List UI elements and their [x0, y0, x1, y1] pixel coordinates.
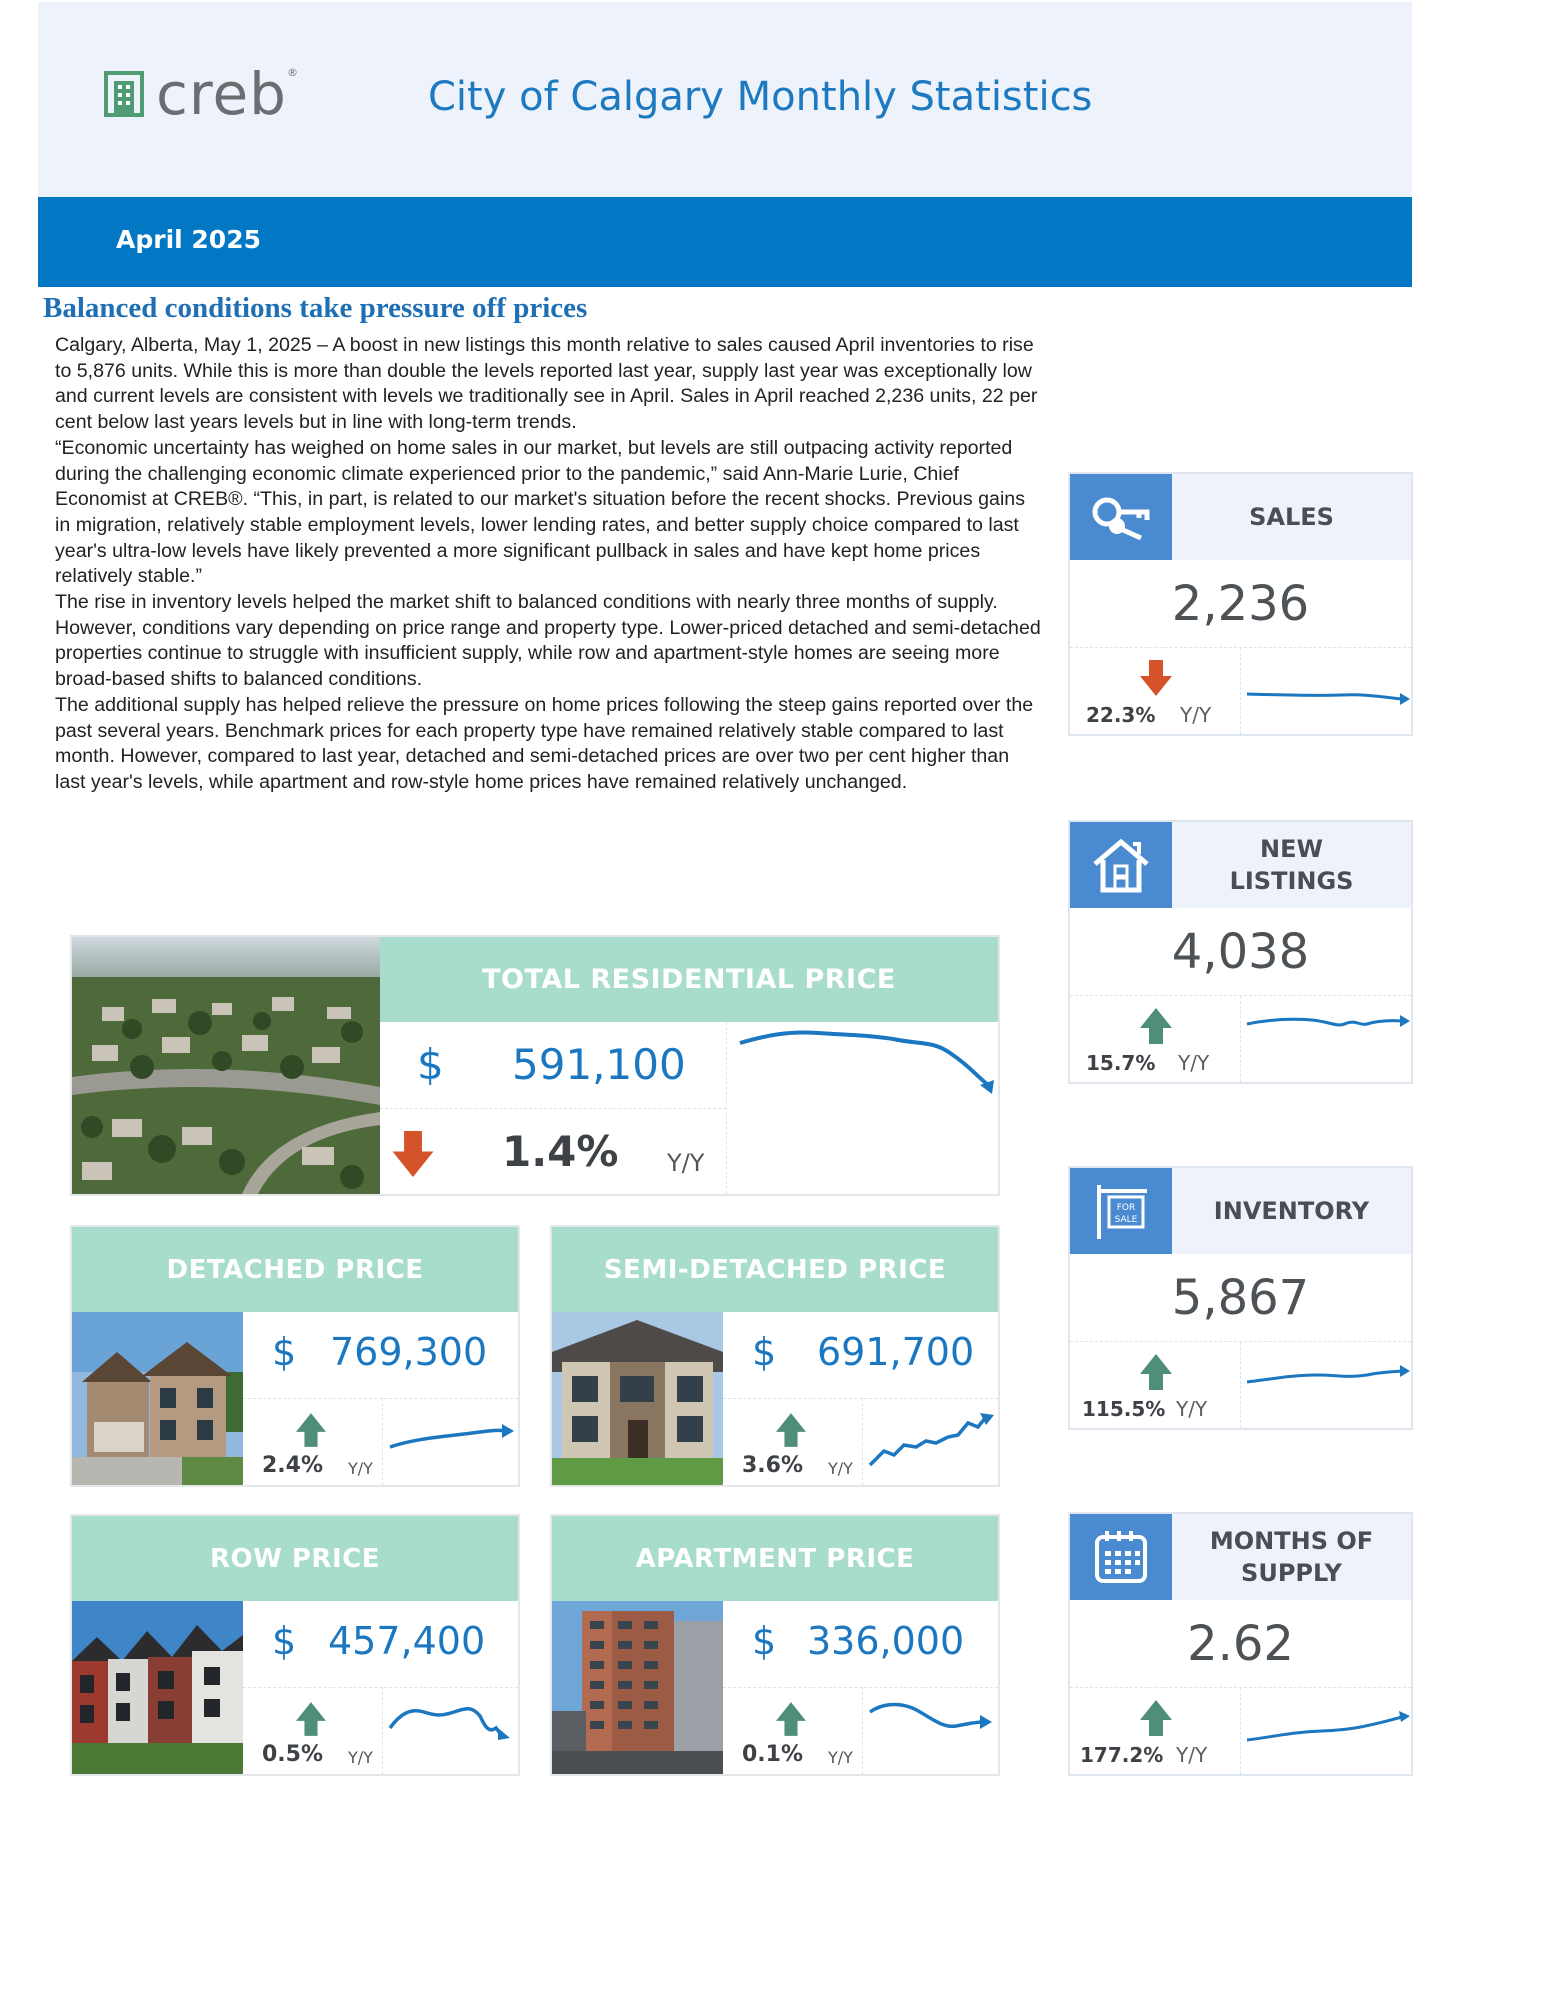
currency-symbol: $ — [752, 1619, 777, 1663]
stat-card-inventory — [1068, 1166, 1413, 1430]
stat-value: 2.62 — [1070, 1600, 1411, 1688]
stat-change: 15.7% — [1086, 1051, 1156, 1075]
currency-symbol: $ — [272, 1619, 297, 1663]
stat-card-new-listings — [1068, 820, 1413, 1084]
semi-detached-price-change: 3.6% — [742, 1453, 804, 1478]
up-arrow-icon — [1140, 1700, 1172, 1736]
up-arrow-icon — [776, 1413, 806, 1447]
stat-label: INVENTORY — [1213, 1197, 1370, 1225]
row-price-sparkline — [384, 1688, 518, 1774]
stat-label: MONTHS OF SUPPLY — [1209, 1527, 1374, 1587]
stat-label: NEW LISTINGS — [1229, 835, 1354, 895]
apartment-price-value: 336,000 — [807, 1619, 965, 1663]
stat-change: 22.3% — [1086, 703, 1156, 727]
listings-trend-sparkline — [1242, 996, 1413, 1082]
report-header — [38, 2, 1412, 197]
yy-label: Y/Y — [667, 1149, 705, 1177]
apartment-building-photo — [552, 1601, 723, 1774]
keys-icon — [1070, 474, 1172, 560]
detached-price-sparkline — [384, 1399, 518, 1485]
up-arrow-icon — [296, 1702, 326, 1736]
stat-change: 177.2% — [1080, 1743, 1164, 1767]
up-arrow-icon — [296, 1413, 326, 1447]
down-arrow-icon — [392, 1131, 434, 1177]
sales-trend-sparkline — [1242, 648, 1413, 734]
logo-wordmark: creb — [156, 60, 287, 128]
stat-card-months-of-supply — [1068, 1512, 1413, 1776]
currency-symbol: $ — [272, 1330, 297, 1374]
stat-label: SALES — [1249, 503, 1334, 531]
semi-detached-house-photo — [552, 1312, 723, 1485]
building-logo-icon — [104, 71, 144, 117]
aerial-neighbourhood-photo — [72, 937, 380, 1194]
supply-trend-sparkline — [1242, 1688, 1413, 1774]
semi-detached-price-sparkline — [864, 1399, 998, 1485]
article-paragraph: The rise in inventory levels helped the market shift to balanced conditions with nearly three months of supply. However, conditions vary depending on price range and property type. Lower-priced detached and semi-detached properties continue to struggle with insufficient supply, while row and apartment-style homes are seeing more broad-based shifts to balanced conditions. — [55, 591, 1041, 691]
semi-detached-price-value: 691,700 — [817, 1330, 975, 1374]
for-sale-sign-icon — [1070, 1168, 1172, 1254]
up-arrow-icon — [1140, 1008, 1172, 1044]
detached-header: DETACHED PRICE — [72, 1227, 518, 1312]
yy-label: Y/Y — [828, 1459, 853, 1478]
stat-card-sales — [1068, 472, 1413, 736]
apartment-header: APARTMENT PRICE — [552, 1516, 998, 1601]
yy-label: Y/Y — [1176, 1743, 1208, 1767]
house-icon — [1070, 822, 1172, 908]
calendar-icon — [1070, 1514, 1172, 1600]
yy-label: Y/Y — [348, 1459, 373, 1478]
total-price-value: 591,100 — [512, 1040, 686, 1089]
article-paragraph: The additional supply has helped relieve the pressure on home prices following the steep gains reported over the past several years. Benchmark prices for each property type have remained relatively stable compared to last month. However, compared to last year, detached and semi-detached prices are over two per cent higher than last year's levels, while apartment and row-style home prices have remained relatively unchanged. — [55, 693, 1034, 793]
detached-price-change: 2.4% — [262, 1453, 324, 1478]
article-paragraph: Calgary, Alberta, May 1, 2025 – A boost in new listings this month relative to sales caused April inventories to rise to 5,876 units. While this is more than double the levels reported last year, supply last year was exceptionally low and current levels are consistent with levels we traditionally see in April. Sales in April reached 2,236 units, 22 per cent below last years levels but in line with long-term trends. — [55, 334, 1038, 434]
total-price-change: 1.4% — [502, 1127, 619, 1176]
page-title: City of Calgary Monthly Statistics — [428, 74, 1093, 120]
article-paragraph: “Economic uncertainty has weighed on home sales in our market, but levels are still outpacing activity reported during the challenging economic climate experienced prior to the pandemic,” said Ann-Marie Lurie, Chief Economist at CREB®. “This, in part, is related to our market's situation before the recent shocks. Previous gains in migration, relatively stable employment levels, lower lending rates, and better supply choice compared to last year's ultra-low levels have likely prevented a more significant pullback in sales and have kept home prices relatively stable.” — [55, 436, 1025, 588]
stat-change: 115.5% — [1082, 1397, 1166, 1421]
date-band — [38, 197, 1412, 287]
currency-symbol: $ — [752, 1330, 777, 1374]
yy-label: Y/Y — [1178, 1051, 1210, 1075]
semi-detached-header: SEMI-DETACHED PRICE — [552, 1227, 998, 1312]
stat-value: 2,236 — [1070, 560, 1411, 648]
row-price-card — [70, 1514, 520, 1776]
creb-logo — [104, 60, 298, 128]
article-headline: Balanced conditions take pressure off prices — [43, 292, 588, 324]
down-arrow-icon — [1140, 660, 1172, 696]
total-price-card — [70, 935, 1000, 1196]
apartment-price-change: 0.1% — [742, 1742, 804, 1767]
detached-house-photo — [72, 1312, 243, 1485]
row-header: ROW PRICE — [72, 1516, 518, 1601]
yy-label: Y/Y — [828, 1748, 853, 1767]
svg-text:SALE: SALE — [1114, 1215, 1138, 1225]
row-price-change: 0.5% — [262, 1742, 324, 1767]
report-date: April 2025 — [116, 225, 261, 254]
stat-value: 5,867 — [1070, 1254, 1411, 1342]
logo-registered-mark: ® — [286, 65, 298, 79]
yy-label: Y/Y — [348, 1748, 373, 1767]
yy-label: Y/Y — [1180, 703, 1212, 727]
currency-symbol: $ — [417, 1040, 444, 1089]
yy-label: Y/Y — [1176, 1397, 1208, 1421]
semi-detached-price-card — [550, 1225, 1000, 1487]
row-price-value: 457,400 — [328, 1619, 486, 1663]
inventory-trend-sparkline — [1242, 1342, 1413, 1428]
svg-text:FOR: FOR — [1116, 1203, 1136, 1213]
up-arrow-icon — [1140, 1354, 1172, 1390]
detached-price-value: 769,300 — [330, 1330, 488, 1374]
apartment-price-card — [550, 1514, 1000, 1776]
stat-value: 4,038 — [1070, 908, 1411, 996]
up-arrow-icon — [776, 1702, 806, 1736]
total-price-sparkline — [728, 1023, 998, 1193]
detached-price-card — [70, 1225, 520, 1487]
row-house-photo — [72, 1601, 243, 1774]
total-price-header: TOTAL RESIDENTIAL PRICE — [380, 937, 998, 1022]
apartment-price-sparkline — [864, 1688, 998, 1774]
article-body — [55, 333, 1045, 796]
